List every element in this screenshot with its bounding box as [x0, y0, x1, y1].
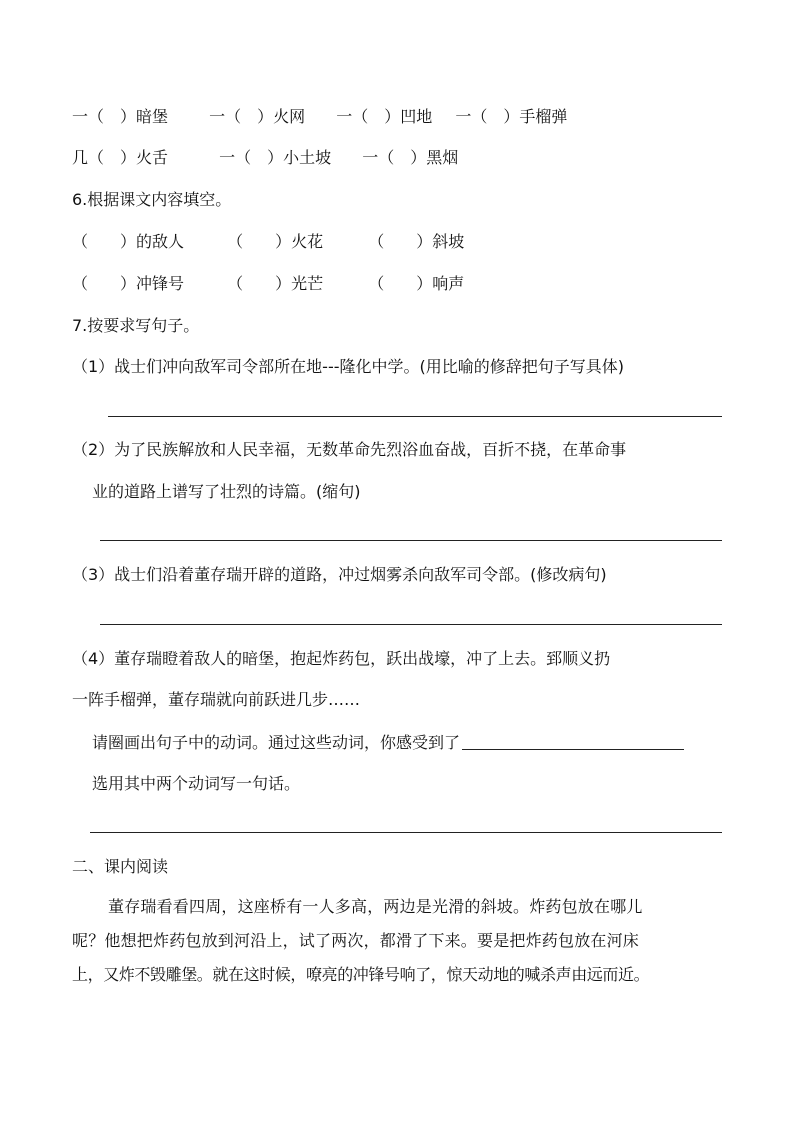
question-7-item-2-line-2: 业的道路上谱写了壮烈的诗篇。(缩句): [92, 482, 361, 501]
fill-blank-item: （ ）响声: [368, 274, 465, 293]
fill-blank-item: （ ）光芒: [227, 274, 324, 293]
question-7-item-1: （1）战士们冲向敌军司令部所在地---隆化中学。(用比喻的修辞把句子写具体): [72, 357, 624, 376]
fill-blank-item: （ ）斜坡: [368, 232, 465, 251]
fill-blank-item: 一（ ）小土坡: [219, 148, 332, 167]
question-7-item-4-line-1: （4）董存瑞瞪着敌人的暗堡，抱起炸药包，跃出战壕，冲了上去。郅顺义扔: [72, 649, 611, 668]
fill-blank-item: 一（ ）火网: [209, 107, 306, 126]
fill-blank-item: 一（ ）手榴弹: [455, 107, 568, 126]
question-7-item-3: （3）战士们沿着董存瑞开辟的道路，冲过烟雾杀向敌军司令部。(修改病句): [72, 565, 607, 584]
passage-line: 呢？他想把炸药包放到河沿上，试了两次，都滑了下来。要是把炸药包放在河床: [72, 931, 640, 950]
prompt-text: 请圈画出句子中的动词。通过这些动词，你感受到了: [92, 733, 461, 752]
fill-blank-item: （ ）冲锋号: [72, 274, 185, 293]
reading-passage: [72, 890, 724, 992]
passage-line: 董存瑞看看四周，这座桥有一人多高，两边是光滑的斜坡。炸药包放在哪儿: [108, 897, 643, 916]
question-7-item-4-prompt-1: [92, 731, 684, 754]
question-7-title: 7.按要求写句子。: [72, 316, 200, 335]
fill-blank-item: （ ）火花: [227, 232, 324, 251]
question-6-row-1: [72, 231, 464, 253]
question-7-item-2-line-1: （2）为了民族解放和人民幸福，无数革命先烈浴血奋战，百折不挠，在革命事: [72, 440, 627, 459]
question-7-item-4-prompt-2: 选用其中两个动词写一句话。: [92, 774, 301, 793]
question-7-item-4-line-2: 一阵手榴弹，董存瑞就向前跃进几步……: [72, 690, 361, 709]
question-6-title: 6.根据课文内容填空。: [72, 190, 232, 209]
answer-line[interactable]: [90, 832, 722, 833]
question-6-row-2: [72, 273, 464, 295]
measure-word-row-1: [72, 106, 567, 128]
fill-blank-item: 一（ ）凹地: [336, 107, 433, 126]
answer-blank[interactable]: [462, 731, 684, 750]
measure-word-row-2: [72, 147, 458, 169]
answer-line[interactable]: [100, 624, 722, 625]
passage-line: 上，又炸不毁雕堡。就在这时候，嘹亮的冲锋号响了，惊天动地的喊杀声由远而近。: [72, 965, 650, 984]
fill-blank-item: 几（ ）火舌: [72, 148, 169, 167]
fill-blank-item: 一（ ）暗堡: [72, 107, 169, 126]
section-2-title: 二、课内阅读: [72, 857, 169, 876]
answer-line[interactable]: [100, 540, 722, 541]
fill-blank-item: 一（ ）黑烟: [362, 148, 459, 167]
answer-line[interactable]: [108, 416, 722, 417]
fill-blank-item: （ ）的敌人: [72, 232, 185, 251]
